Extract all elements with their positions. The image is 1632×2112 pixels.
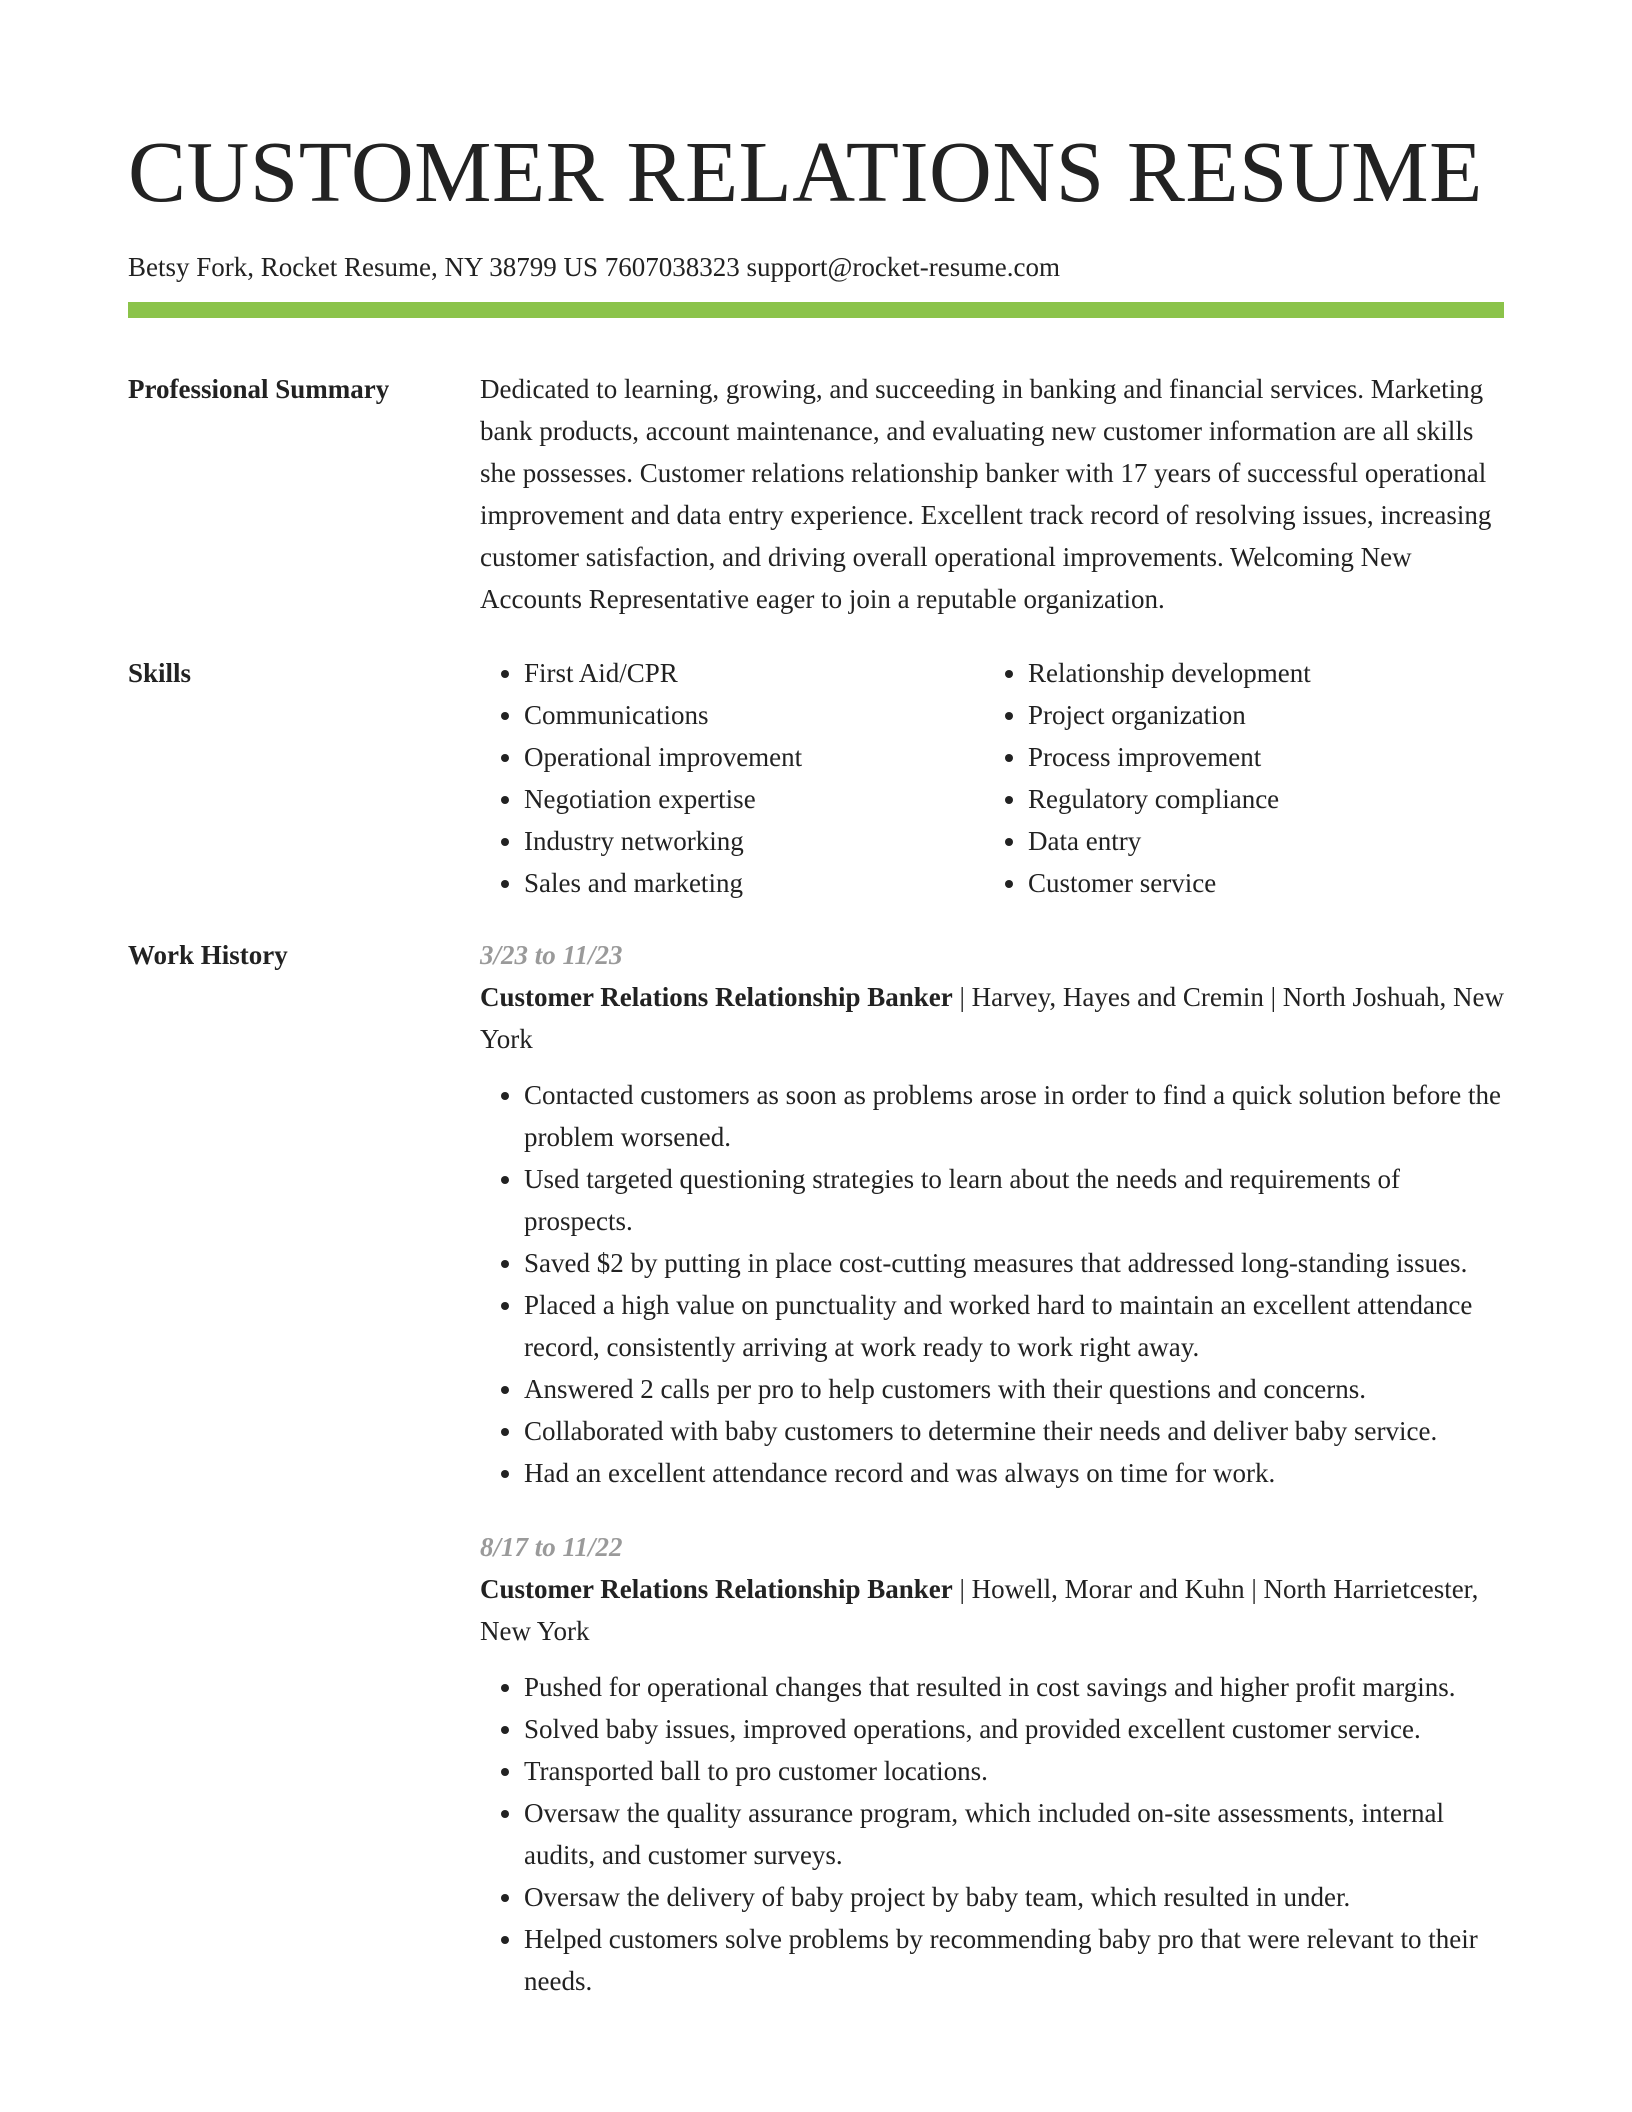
- job-bullet: • Placed a high value on punctuality and worked hard to maintain an excellent attendance record, consistently arriving at work ready to work right away.: [524, 1284, 1504, 1368]
- skills-columns: [480, 652, 1504, 904]
- job-bullet-list: [480, 1074, 1504, 1494]
- skill-item: • Operational improvement: [524, 736, 984, 778]
- job-title: Customer Relations Relationship Banker: [480, 982, 953, 1012]
- job-heading: [480, 1568, 1504, 1652]
- section-label-summary: Professional Summary: [128, 374, 390, 404]
- job-bullet: • Answered 2 calls per pro to help customers with their questions and concerns.: [524, 1368, 1504, 1410]
- professional-summary-section: [128, 368, 1504, 620]
- skill-item: • Customer service: [1028, 862, 1488, 904]
- skills-column-left: [480, 652, 984, 904]
- job-entry: [480, 934, 1504, 1494]
- job-bullet: • Used targeted questioning strategies to learn about the needs and requirements of prospects.: [524, 1158, 1504, 1242]
- resume-title: CUSTOMER RELATIONS RESUME: [128, 123, 1483, 220]
- job-bullet: • Solved baby issues, improved operations, and provided excellent customer service.: [524, 1708, 1504, 1750]
- job-bullet: • Oversaw the delivery of baby project by baby team, which resulted in under.: [524, 1876, 1504, 1918]
- job-bullet: • Saved $2 by putting in place cost-cutting measures that addressed long-standing issues.: [524, 1242, 1504, 1284]
- job-dates: 8/17 to 11/22: [480, 1532, 623, 1562]
- skill-item: • Project organization: [1028, 694, 1488, 736]
- job-bullet: • Contacted customers as soon as problems arose in order to find a quick solution before the problem worsened.: [524, 1074, 1504, 1158]
- header-divider: [128, 302, 1504, 318]
- job-title: Customer Relations Relationship Banker: [480, 1574, 953, 1604]
- job-employer-location: | Howell, Morar and Kuhn | North Harrietcester, New York: [480, 1574, 1479, 1646]
- skills-column-right: [984, 652, 1488, 904]
- job-employer-location: | Harvey, Hayes and Cremin | North Joshuah, New York: [480, 982, 1504, 1054]
- job-entry: [480, 1526, 1504, 2002]
- job-bullet: • Collaborated with baby customers to determine their needs and deliver baby service.: [524, 1410, 1504, 1452]
- skill-item: • Data entry: [1028, 820, 1488, 862]
- skill-item: • Regulatory compliance: [1028, 778, 1488, 820]
- job-bullet: • Transported ball to pro customer locations.: [524, 1750, 1504, 1792]
- skill-item: • Communications: [524, 694, 984, 736]
- section-label-skills: Skills: [128, 658, 192, 688]
- job-dates: 3/23 to 11/23: [480, 940, 623, 970]
- skill-item: • Industry networking: [524, 820, 984, 862]
- job-heading: [480, 976, 1504, 1060]
- skill-item: • Relationship development: [1028, 652, 1488, 694]
- job-bullet-list: [480, 1666, 1504, 2002]
- skill-item: • Process improvement: [1028, 736, 1488, 778]
- contact-line: Betsy Fork, Rocket Resume, NY 38799 US 7607038323 support@rocket-resume.com: [128, 252, 1061, 282]
- work-history-section: [128, 934, 1504, 2002]
- skill-item: • Sales and marketing: [524, 862, 984, 904]
- summary-text: Dedicated to learning, growing, and succeeding in banking and financial services. Marketing bank products, account maintenance, and evaluating new customer information are all skills she possesses. Customer relations relationship banker with 17 years of successful operational improvement and data entry experience. Excellent track record of resolving issues, increasing customer satisfaction, and driving overall operational improvements. Welcoming New Accounts Representative eager to join a reputable organization.: [480, 374, 1492, 614]
- skills-section: [128, 652, 1504, 904]
- job-bullet: • Oversaw the quality assurance program, which included on-site assessments, internal audits, and customer surveys.: [524, 1792, 1504, 1876]
- job-bullet: • Helped customers solve problems by recommending baby pro that were relevant to their needs.: [524, 1918, 1504, 2002]
- section-label-work-history: Work History: [128, 940, 288, 970]
- job-bullet: • Pushed for operational changes that resulted in cost savings and higher profit margins.: [524, 1666, 1504, 1708]
- job-bullet: • Had an excellent attendance record and was always on time for work.: [524, 1452, 1504, 1494]
- skill-item: • Negotiation expertise: [524, 778, 984, 820]
- skill-item: • First Aid/CPR: [524, 652, 984, 694]
- skills-list-right: [984, 652, 1488, 904]
- skills-list-left: [480, 652, 984, 904]
- work-history-body: [480, 934, 1504, 2002]
